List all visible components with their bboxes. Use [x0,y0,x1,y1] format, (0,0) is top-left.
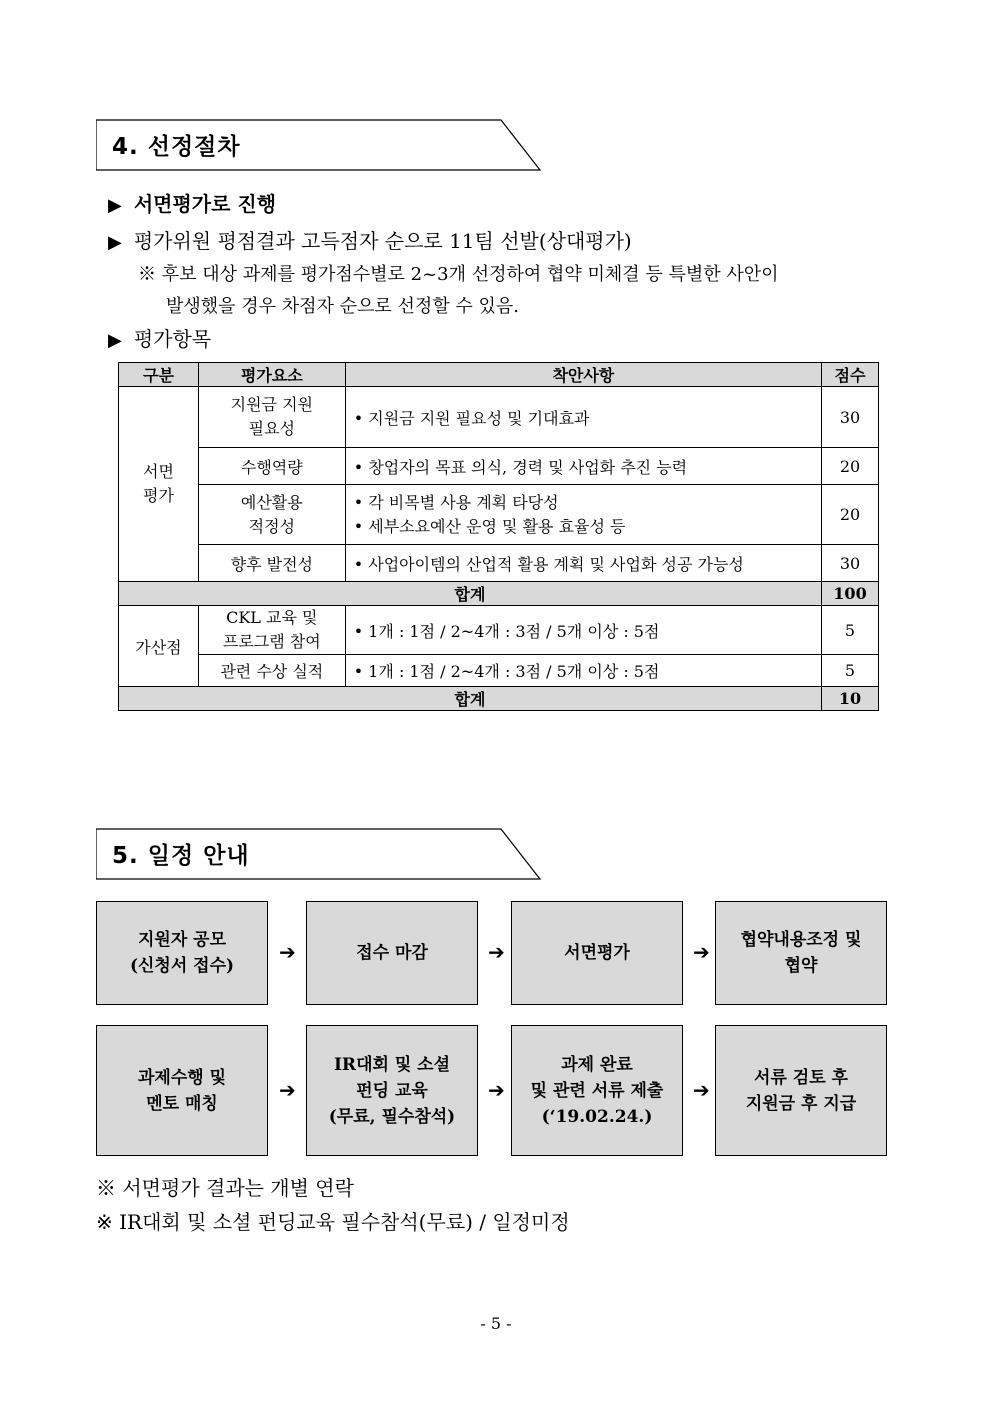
arrow-right-icon: ➔ [279,940,296,964]
header-score: 점수 [822,363,879,387]
bullet-written-eval: ▶ 서면평가로 진행 [108,192,277,216]
score-cell: 20 [822,485,879,545]
element-cell: CKL 교육 및 프로그램 참여 [198,606,345,655]
table-row [119,485,879,545]
points-cell: • 1개 : 1점 / 2~4개 : 3점 / 5개 이상 : 5점 [345,606,821,655]
element-cell: 수행역량 [198,448,345,485]
flow-step-applicant-call: 지원자 공모 (신청서 접수) [96,901,268,1005]
section-4-title: 4. 선정절차 [112,134,241,160]
group-written-eval: 서면 평가 [119,387,199,582]
flow-step-written-eval: 서면평가 [511,901,683,1005]
triangle-bullet-icon: ▶ [108,232,122,253]
flow-step-completion: 과제 완료 및 관련 서류 제출 (‘19.02.24.) [511,1025,683,1156]
points-cell: • 각 비목별 사용 계획 타당성 • 세부소요예산 운영 및 활용 효율성 등 [345,485,821,545]
arrow-right-icon: ➔ [693,940,710,964]
section-5-header [96,828,542,880]
score-cell: 5 [822,655,879,687]
total-row [119,687,879,711]
triangle-bullet-icon: ▶ [108,195,122,216]
table-header-row [119,363,879,387]
section-5-title: 5. 일정 안내 [112,843,250,869]
header-element: 평가요소 [198,363,345,387]
flow-step-payment: 서류 검토 후 지원금 후 지급 [715,1025,887,1156]
table-row [119,387,879,448]
score-cell: 20 [822,448,879,485]
bullet-selection: ▶ 평가위원 평점결과 고득점자 순으로 11팀 선발(상대평가) [108,229,632,253]
table-row [119,606,879,655]
table-row [119,448,879,485]
group-bonus: 가산점 [119,606,199,687]
arrow-right-icon: ➔ [279,1078,296,1102]
total-score: 10 [822,687,879,711]
points-cell: • 1개 : 1점 / 2~4개 : 3점 / 5개 이상 : 5점 [345,655,821,687]
flow-step-ir-education: IR대회 및 소셜 펀딩 교육 (무료, 필수참석) [306,1025,478,1156]
note-ir-education: ※ IR대회 및 소셜 펀딩교육 필수참석(무료) / 일정미정 [96,1210,570,1234]
total-row [119,582,879,606]
score-cell: 5 [822,606,879,655]
bullet-eval-items: ▶ 평가항목 [108,327,212,351]
arrow-right-icon: ➔ [693,1078,710,1102]
score-cell: 30 [822,545,879,582]
element-cell: 예산활용 적정성 [198,485,345,545]
section-4-header [96,119,542,171]
total-label: 합계 [119,687,822,711]
points-cell: • 사업아이템의 산업적 활용 계획 및 사업화 성공 가능성 [345,545,821,582]
element-cell: 향후 발전성 [198,545,345,582]
points-cell: • 창업자의 목표 의식, 경력 및 사업화 추진 능력 [345,448,821,485]
arrow-right-icon: ➔ [488,940,505,964]
element-cell: 지원금 지원 필요성 [198,387,345,448]
element-cell: 관련 수상 실적 [198,655,345,687]
table-row [119,545,879,582]
note-candidates-line2: 발생했을 경우 차점자 순으로 선정할 수 있음. [166,296,520,317]
flow-step-deadline: 접수 마감 [306,901,478,1005]
total-score: 100 [822,582,879,606]
note-candidates-line1: ※ 후보 대상 과제를 평가점수별로 2~3개 선정하여 협약 미체결 등 특별한 사안이 [138,264,779,285]
table-row [119,655,879,687]
header-points: 착안사항 [345,363,821,387]
note-result-contact: ※ 서면평가 결과는 개별 연락 [96,1176,354,1200]
evaluation-table [118,362,879,711]
total-label: 합계 [119,582,822,606]
points-cell: • 지원금 지원 필요성 및 기대효과 [345,387,821,448]
arrow-right-icon: ➔ [488,1078,505,1102]
header-category: 구분 [119,363,199,387]
score-cell: 30 [822,387,879,448]
flow-step-project-mentoring: 과제수행 및 멘토 매칭 [96,1025,268,1156]
flow-step-agreement: 협약내용조정 및 협약 [715,901,887,1005]
page-number: - 5 - [480,1314,512,1333]
triangle-bullet-icon: ▶ [108,330,122,351]
